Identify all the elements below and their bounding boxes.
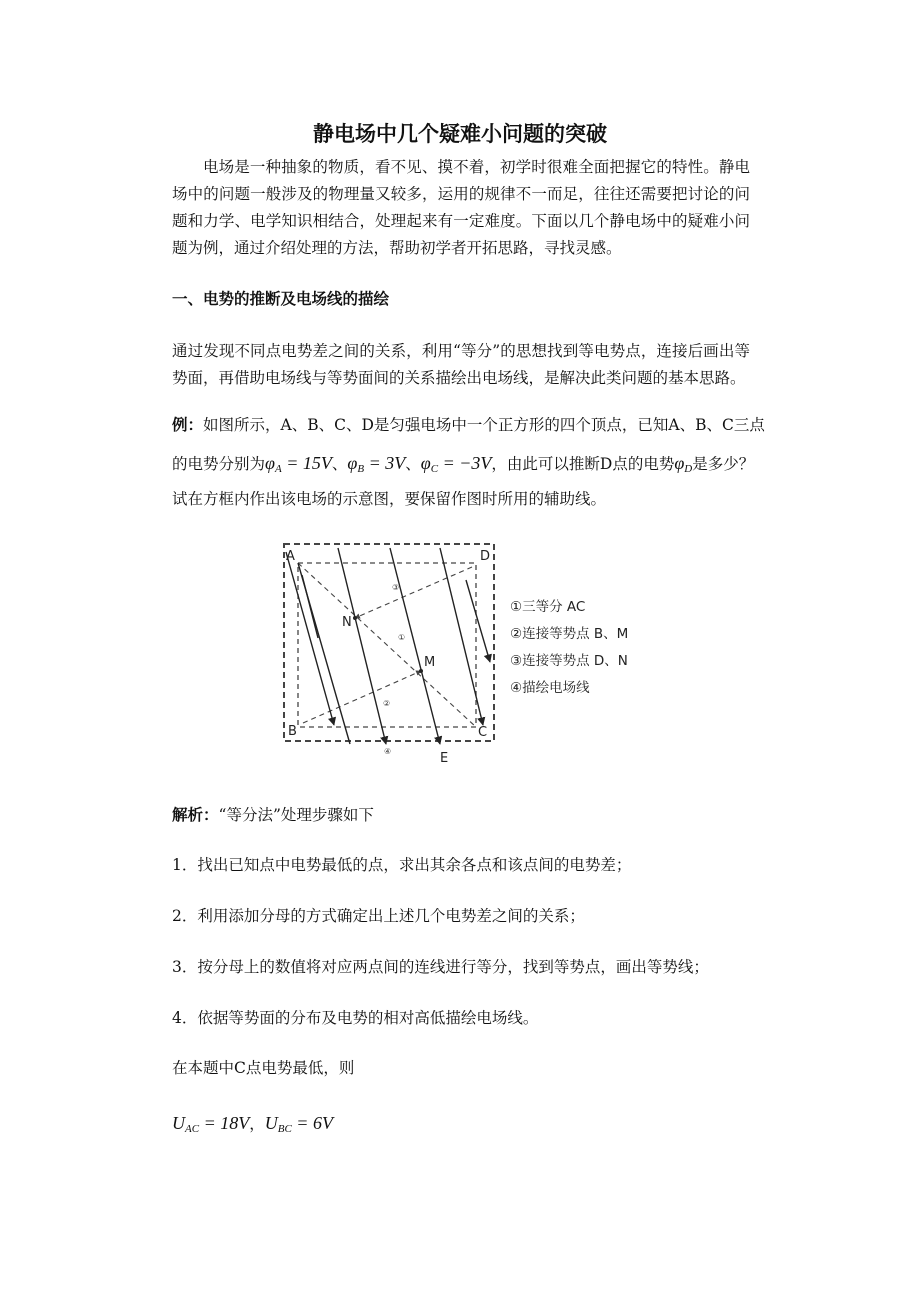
analysis-text: “等分法”处理步骤如下 xyxy=(218,806,374,824)
point-m-label: M xyxy=(424,655,436,670)
legend-item-2: ②连接等势点 B、M xyxy=(510,626,629,642)
point-n-dot xyxy=(353,616,357,620)
field-line xyxy=(466,580,490,662)
legend-item-4: ④描绘电场线 xyxy=(510,680,590,696)
point-b-label: B xyxy=(288,724,297,739)
phi-a-formula: $\varphi_A = 15V$ xyxy=(265,453,332,475)
field-diagram xyxy=(268,530,648,770)
phi-d-symbol: $\varphi_D$ xyxy=(674,453,693,475)
u-ac-value: 18V xyxy=(220,1113,250,1133)
intro-paragraph: 电场是一种抽象的物质，看不见、摸不着，初学时很难全面把握它的特性。静电场中的问题一般涉及的物理量又较多，运用的规律不一而足，往往还需要把讨论的问题和力学、电学知识相结合，处理起来有一定难度。下面以几个静电场中的疑难小问题为例，通过介绍处理的方法，帮助初学者开拓思路，寻找灵感。 xyxy=(172,158,750,257)
phi-a-value: 15V xyxy=(302,453,332,473)
legend-item-1: ①三等分 AC xyxy=(510,599,586,615)
point-c-label: C xyxy=(478,725,488,740)
section-paragraph: 通过发现不同点电势差之间的关系，利用“等分”的思想找到等电势点，连接后画出等势面，再借助电场线与等势面间的关系描绘出电场线，是解决此类问题的基本思路。 xyxy=(172,342,750,387)
step-4: 4．依据等势面的分布及电势的相对高低描绘电场线。 xyxy=(172,1009,539,1027)
analysis-label: 解析： xyxy=(172,805,219,824)
separator-1: 、 xyxy=(331,455,348,473)
legend-item-3: ③连接等势点 D、N xyxy=(510,653,628,669)
section-heading: 一、电势的推断及电场线的描绘 xyxy=(172,289,390,308)
step-3: 3．按分母上的数值将对应两点间的连线进行等分，找到等势点，画出等势线； xyxy=(172,958,709,976)
point-e-label: E xyxy=(440,751,449,766)
circle-label-1: ① xyxy=(398,633,406,642)
page-title: 静电场中几个疑难小问题的突破 xyxy=(313,121,607,146)
field-line xyxy=(286,552,334,725)
example-line-2 xyxy=(172,450,754,483)
point-m-dot xyxy=(419,669,423,673)
phi-c-formula: $\varphi_C = -3V$ xyxy=(420,453,492,475)
example-text-3: ，由此可以推断D点的电势 xyxy=(491,455,675,473)
circle-label-3: ③ xyxy=(392,583,400,592)
conclusion-text: 在本题中C点电势最低，则 xyxy=(172,1059,355,1077)
example-text-2: 的电势分别为 xyxy=(172,455,266,473)
phi-c-value: −3V xyxy=(459,453,492,473)
formula-comma: ， xyxy=(249,1115,265,1133)
point-n-label: N xyxy=(342,615,352,630)
separator-2: 、 xyxy=(405,455,421,473)
voltage-formula xyxy=(172,1110,333,1143)
point-a-label: A xyxy=(286,549,295,564)
field-line xyxy=(390,548,440,744)
example-line-3: 试在方框内作出该电场的示意图，要保留作图时所用的辅助线。 xyxy=(172,490,607,508)
u-bc-formula: $U_{BC} = 6V$ xyxy=(264,1113,333,1135)
point-d-label: D xyxy=(480,549,491,564)
circle-label-2: ② xyxy=(383,699,391,708)
u-ac-formula: $U_{AC} = 18V$ xyxy=(172,1113,250,1135)
example-text-1: 如图所示，A、B、C、D是匀强电场中一个正方形的四个顶点，已知A、B、C三点 xyxy=(203,416,765,434)
analysis-line xyxy=(172,801,374,829)
example-label: 例： xyxy=(172,415,204,434)
example-text-4: 是多少？ xyxy=(692,455,755,473)
u-bc-value: 6V xyxy=(312,1113,333,1133)
circle-label-4: ④ xyxy=(384,747,392,756)
step-2: 2．利用添加分母的方式确定出上述几个电势差之间的关系； xyxy=(172,907,585,925)
step-1: 1．找出已知点中电势最低的点，求出其余各点和该点间的电势差； xyxy=(172,856,632,874)
phi-b-value: 3V xyxy=(385,453,406,473)
field-line xyxy=(298,563,350,744)
phi-b-formula: $\varphi_B = 3V$ xyxy=(347,453,406,475)
example-line-1 xyxy=(172,411,765,439)
field-line xyxy=(338,548,386,744)
